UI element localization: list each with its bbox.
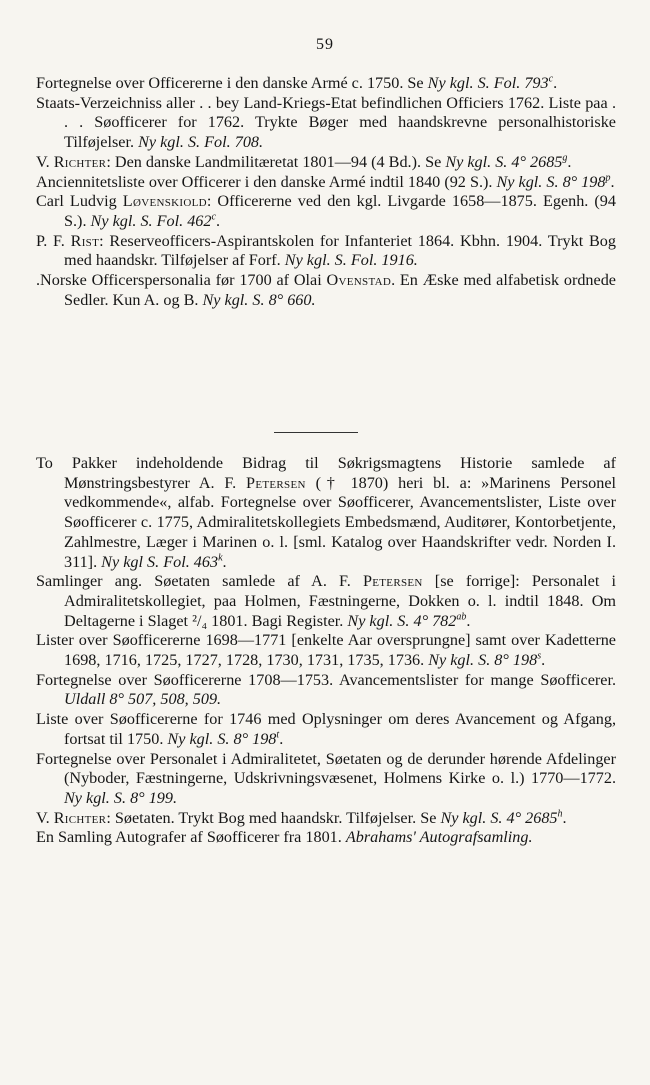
catalog-entry: [36, 271, 616, 310]
catalog-entry: [36, 74, 616, 94]
catalog-entry: [36, 631, 616, 670]
entry-text: Fortegnelse over Officererne i den danske Armé c. 1750. Se: [36, 74, 428, 92]
shelfmark: Ny kgl. S. 4° 2685: [440, 808, 558, 827]
catalog-entry: [36, 809, 616, 829]
entry-text: Anciennitetsliste over Officerer i den danske Armé indtil 1840 (92 S.).: [36, 172, 497, 191]
entry-text: .: [567, 152, 572, 171]
shelfmark-suffix: s: [537, 650, 542, 662]
shelfmark: Ny kgl. S. 8° 198: [496, 172, 606, 191]
entry-text: Fortegnelse over Søofficererne 1708—1753. Avancementslister for mange Søofficerer.: [36, 670, 616, 689]
entry-text: .Norske Officerspersonalia før 1700 af Olai: [36, 271, 327, 290]
entry-text: Samlinger ang. Søetaten samlede af A. F.: [36, 572, 363, 591]
author-name: Rist: [70, 231, 100, 250]
catalog-entry: [36, 750, 616, 809]
shelfmark: Ny kgl. S. Fol. 462: [90, 211, 212, 230]
entry-text: : Reserveofficers-Aspirantskolen for Infanteriet 1864. Kbhn. 1904. Trykt Bog med haandskr. Tilføjelser af Forf.: [64, 231, 616, 270]
section-divider: [274, 432, 358, 433]
author-name: Løvenskiold: [122, 192, 207, 211]
shelfmark: Ny kgl. S. 4° 2685: [445, 152, 563, 171]
author-name: Ovenstad: [326, 271, 392, 290]
shelfmark-suffix: c: [211, 211, 216, 223]
shelfmark: Ny kgl. S. Fol. 708.: [138, 133, 264, 152]
shelfmark-suffix: c: [548, 73, 554, 85]
catalog-entry: [36, 454, 616, 572]
entry-text: Carl Ludvig: [36, 192, 123, 211]
catalog-entry: [36, 232, 616, 271]
shelfmark: Ny kgl. S. 8° 198: [167, 729, 277, 748]
shelfmark-suffix: h: [557, 808, 563, 820]
entry-text: V.: [36, 808, 54, 827]
shelfmark: Ny kgl. S. 8° 198: [428, 651, 538, 670]
entry-text: To Pakker indeholdende Bidrag til Søkrigsmagtens Historie samlede af Mønstringsbestyrer A. F.: [36, 454, 616, 492]
entry-text: . En Æske med alfabetisk ordnede Sedler. Kun A. og B.: [64, 271, 616, 309]
entry-text: († 1870) heri bl. a: »Marinens Personel vedkommende«, alfab. Fortegnelse over Søofficerer, Avancementslister, Liste over Søofficerer c. 1775, Admiralitetskollegiets Embedsmænd, Auditører, Kontorbetjente, Zahlmestre, Læger i Marinen o. l. [sml. Katalog over Haandskrifter vedr. Norden I. 311].: [64, 473, 617, 571]
author-name: Petersen: [246, 473, 306, 492]
catalog-entry: [36, 710, 616, 749]
shelfmark: Ny kgl. S. 8° 199.: [64, 788, 178, 807]
shelfmark: Ny kgl. S. Fol. 793: [427, 74, 549, 92]
catalog-entry: [36, 173, 616, 193]
entry-text: Liste over Søofficererne for 1746 med Oplysninger om deres Avancement og Afgang, fortsat til 1750.: [36, 710, 616, 748]
shelfmark: Ny kgl. S. 8° 660.: [202, 290, 316, 309]
entries-section-navy: [36, 454, 616, 848]
entry-text: .: [222, 552, 227, 571]
shelfmark-suffix: t: [276, 729, 280, 741]
entry-text: [se forrige]: Personalet i Admiralitetskollegiet, paa Holmen, Fæstningerne, Dokken o. l. indtil 1848. Om Deltagerne i Slaget ²/₄ 1801. Bagi Register.: [64, 572, 616, 630]
entry-text: .: [215, 211, 220, 230]
entry-text: Staats-Verzeichniss aller . . bey Land-Kriegs-Etat befindlichen Officiers 1762. Liste paa . . . Søofficerer for 1762. Trykte Bøger med haandskrevne personalhistoriske Tilføjelser.: [36, 93, 616, 152]
entry-text: .: [541, 651, 546, 670]
entry-text: .: [466, 611, 471, 630]
shelfmark-suffix: ab: [456, 611, 467, 623]
author-name: Petersen: [362, 572, 423, 591]
entry-text: V.: [36, 152, 54, 171]
entry-text: .: [279, 729, 284, 748]
entry-text: .: [610, 172, 615, 191]
shelfmark: Ny kgl. S. Fol. 1916.: [284, 251, 418, 270]
catalog-entry: [36, 828, 616, 848]
catalog-entry: [36, 572, 616, 631]
entry-text: Lister over Søofficererne 1698—1771 [enkelte Aar oversprungne] samt over Kadetterne 1698, 1716, 1725, 1727, 1728, 1730, 1731, 1735, 1736.: [36, 631, 616, 670]
author-name: Richter: [53, 152, 107, 171]
shelfmark-suffix: p: [605, 172, 611, 184]
entry-text: .: [553, 74, 558, 92]
entry-text: P. F.: [36, 231, 71, 250]
catalog-entry: [36, 94, 616, 153]
catalog-entry: [36, 192, 616, 231]
shelfmark-suffix: g: [562, 152, 568, 164]
shelfmark-suffix: k: [218, 552, 223, 564]
entry-text: Fortegnelse over Personalet i Admiralitetet, Søetaten og de derunder hørende Afdelinger (Nyboder, Fæstningerne, Udskrivningsvæsenet, Holmens Kirke o. l.) 1770—1772.: [36, 749, 616, 788]
entry-text: En Samling Autografer af Søofficerer fra 1801.: [36, 828, 346, 847]
entry-text: : Den danske Landmilitæretat 1801—94 (4 Bd.). Se: [106, 152, 446, 171]
entry-text: .: [562, 808, 567, 827]
page-number: 59: [316, 36, 334, 53]
shelfmark: Ny kgl S. Fol. 463: [101, 552, 219, 571]
catalog-entry: [36, 671, 616, 710]
entry-text: : Søetaten. Trykt Bog med haandskr. Tilføjelser. Se: [106, 808, 441, 827]
entry-text: : Officererne ved den kgl. Livgarde 1658—1875. Egenh. (94 S.).: [64, 192, 616, 230]
shelfmark: Uldall 8° 507, 508, 509.: [64, 690, 222, 709]
shelfmark: Ny kgl. S. 4° 782: [347, 611, 457, 630]
shelfmark: Abrahams' Autografsamling.: [345, 828, 533, 847]
catalog-entry: [36, 153, 616, 173]
author-name: Richter: [53, 808, 107, 827]
entries-section-army: [36, 74, 616, 310]
